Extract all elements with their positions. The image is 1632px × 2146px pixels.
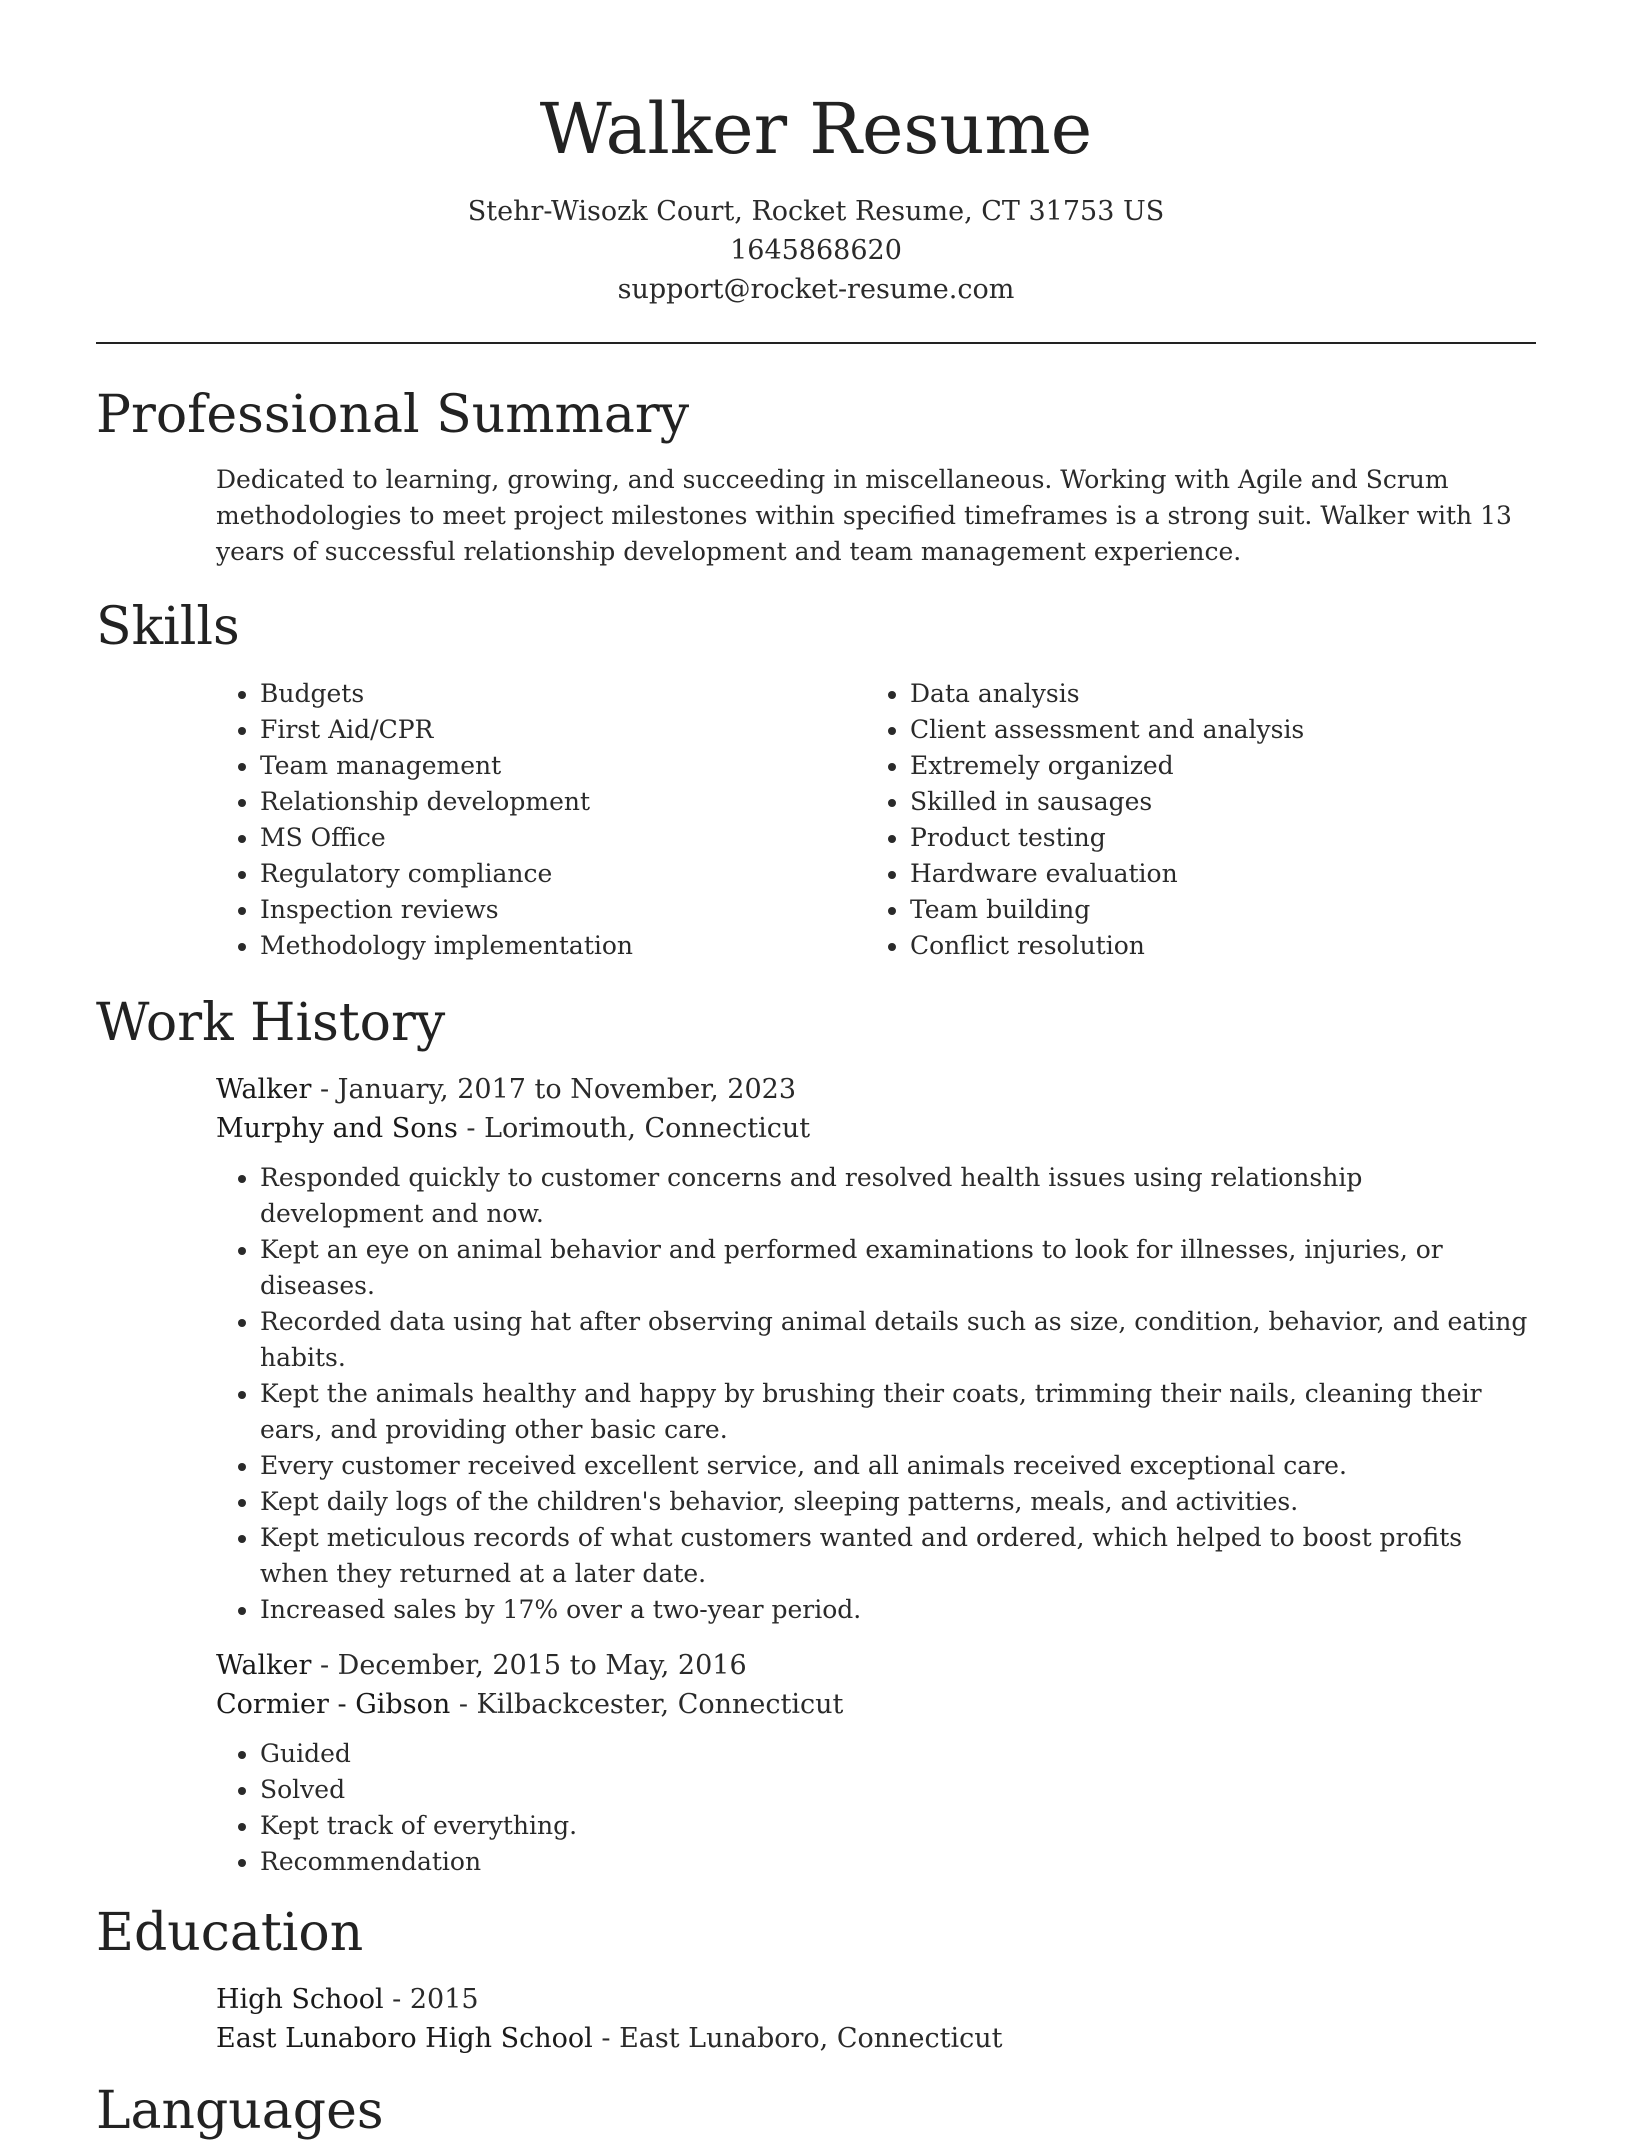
job-duty-item: • Recommendation	[260, 1844, 1536, 1880]
education-year: - 2015	[383, 1984, 479, 2015]
resume-content	[96, 380, 1536, 2146]
contact-info	[0, 192, 1632, 309]
job-company: Murphy and Sons	[216, 1113, 458, 1144]
job-duty-item: • Kept track of everything.	[260, 1808, 1536, 1844]
education-school: East Lunaboro High School	[216, 2023, 593, 2054]
skills-column-1	[216, 676, 866, 964]
job-duty-item: • Kept meticulous records of what customers wanted and ordered, which helped to boost profits when they returned at a later date.	[260, 1520, 1536, 1592]
education-entry	[216, 1980, 1536, 2058]
contact-address: Stehr-Wisozk Court, Rocket Resume, CT 31753 US	[467, 196, 1165, 227]
job-duty-item: • Guided	[260, 1736, 1536, 1772]
skill-item: • Methodology implementation	[260, 928, 866, 964]
section-title-languages: Languages	[96, 2081, 384, 2141]
skill-item: • Product testing	[910, 820, 1510, 856]
job-company-line	[216, 1109, 1536, 1148]
section-title-professional-summary: Professional Summary	[96, 385, 690, 445]
job-company-line	[216, 1685, 1536, 1724]
job-role: Walker	[216, 1650, 312, 1681]
job-duty-item: • Responded quickly to customer concerns and resolved health issues using relationship development and now.	[260, 1160, 1536, 1232]
skill-item: • Regulatory compliance	[260, 856, 866, 892]
summary-text: Dedicated to learning, growing, and succeeding in miscellaneous. Working with Agile and Scrum methodologies to meet project milestones within specified timeframes is a strong suit. Walker with 13 years of successful relationship development and team management experience.	[216, 465, 1512, 566]
education-location: - East Lunaboro, Connecticut	[592, 2023, 1003, 2054]
job-title-line	[216, 1646, 1536, 1685]
candidate-name: Walker Resume	[539, 88, 1093, 170]
section-title-education: Education	[96, 1903, 364, 1963]
work-history-section	[96, 988, 1536, 1880]
skill-item: • Team management	[260, 748, 866, 784]
job-duty-item: • Every customer received excellent service, and all animals received exceptional care.	[260, 1448, 1536, 1484]
skills-column-2	[866, 676, 1510, 964]
skill-item: • Client assessment and analysis	[910, 712, 1510, 748]
job-location: - Lorimouth, Connecticut	[457, 1113, 811, 1144]
contact-phone: 1645868620	[730, 235, 902, 266]
education-degree: High School	[216, 1984, 384, 2015]
skills-section	[96, 592, 1536, 964]
job-duty-item: • Kept an eye on animal behavior and performed examinations to look for illnesses, injuries, or diseases.	[260, 1232, 1536, 1304]
skill-item: • Data analysis	[910, 676, 1510, 712]
job-duties	[216, 1160, 1536, 1628]
section-title-work-history: Work History	[96, 993, 446, 1053]
section-title-skills: Skills	[96, 597, 240, 657]
job-duty-item: • Increased sales by 17% over a two-year period.	[260, 1592, 1536, 1628]
job-entry	[216, 1070, 1536, 1628]
skill-item: • Relationship development	[260, 784, 866, 820]
job-duty-item: • Kept the animals healthy and happy by brushing their coats, trimming their nails, cleaning their ears, and providing other basic care.	[260, 1376, 1536, 1448]
skill-item: • First Aid/CPR	[260, 712, 866, 748]
job-entry	[216, 1646, 1536, 1880]
skill-item: • Budgets	[260, 676, 866, 712]
professional-summary-section	[96, 380, 1536, 570]
job-duty-item: • Recorded data using hat after observing animal details such as size, condition, behavior, and eating habits.	[260, 1304, 1536, 1376]
job-duties	[216, 1736, 1536, 1880]
job-dates: - December, 2015 to May, 2016	[311, 1650, 747, 1681]
contact-email: support@rocket-resume.com	[617, 274, 1015, 305]
job-company: Cormier - Gibson	[216, 1689, 451, 1720]
skill-item: • Hardware evaluation	[910, 856, 1510, 892]
header-divider	[96, 342, 1536, 344]
skill-item: • Conflict resolution	[910, 928, 1510, 964]
job-duty-item: • Kept daily logs of the children's behavior, sleeping patterns, meals, and activities.	[260, 1484, 1536, 1520]
skills-columns	[216, 676, 1536, 964]
education-school-line	[216, 2019, 1536, 2058]
skill-item: • MS Office	[260, 820, 866, 856]
job-duty-item: • Solved	[260, 1772, 1536, 1808]
job-location: - Kilbackcester, Connecticut	[450, 1689, 844, 1720]
job-role: Walker	[216, 1074, 312, 1105]
resume-header	[0, 0, 1632, 309]
job-dates: - January, 2017 to November, 2023	[311, 1074, 796, 1105]
skill-item: • Skilled in sausages	[910, 784, 1510, 820]
skill-item: • Team building	[910, 892, 1510, 928]
education-degree-line	[216, 1980, 1536, 2019]
job-title-line	[216, 1070, 1536, 1109]
skill-item: • Inspection reviews	[260, 892, 866, 928]
education-section	[96, 1898, 1536, 2058]
skill-item: • Extremely organized	[910, 748, 1510, 784]
languages-section	[96, 2076, 1536, 2146]
